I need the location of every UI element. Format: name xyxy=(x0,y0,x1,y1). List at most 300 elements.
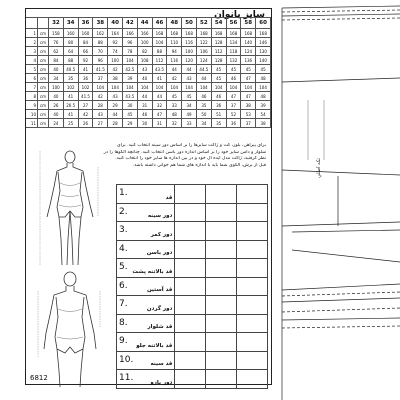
size-value-cell: 37 xyxy=(241,119,256,128)
pattern-number: 6812 xyxy=(30,374,48,382)
measurement-label-cell xyxy=(117,314,175,333)
unit-cell: cm xyxy=(38,110,49,119)
size-table-row xyxy=(26,65,271,74)
size-value-cell: 44 xyxy=(167,65,182,74)
size-value-cell: 45 xyxy=(226,65,241,74)
row-number: 8 xyxy=(26,92,38,101)
measurement-entry-cell[interactable] xyxy=(237,333,268,352)
size-value-cell: 26.5 xyxy=(63,101,78,110)
size-value-cell: 162 xyxy=(93,29,108,38)
size-value-cell: 31 xyxy=(137,101,152,110)
size-header-cell: 58 xyxy=(241,18,256,29)
measurement-label-cell xyxy=(117,203,175,222)
measurement-entry-cell[interactable] xyxy=(237,203,268,222)
measurement-entry-cell[interactable] xyxy=(237,277,268,296)
size-value-cell: 116 xyxy=(167,56,182,65)
size-value-cell: 24 xyxy=(49,119,64,128)
measurement-entry-cell[interactable] xyxy=(175,370,206,389)
header-blank-cell xyxy=(26,18,38,29)
instruction-line: برای پیراهن، بلوز، کت و ژاکت سایزها را بر اساس دور سینه انتخاب کنید. برای xyxy=(116,143,266,148)
size-value-cell: 35 xyxy=(211,119,226,128)
size-value-cell: 70 xyxy=(93,47,108,56)
size-value-cell: 46 xyxy=(211,92,226,101)
measurement-entry-cell[interactable] xyxy=(237,351,268,370)
size-value-cell: 36 xyxy=(211,101,226,110)
size-value-cell: 34 xyxy=(196,119,211,128)
size-value-cell: 116 xyxy=(182,38,197,47)
size-value-cell: 49 xyxy=(182,110,197,119)
size-value-cell: 168 xyxy=(256,29,271,38)
measurement-label-cell xyxy=(117,185,175,204)
size-table-row xyxy=(26,83,271,92)
size-value-cell: 120 xyxy=(182,56,197,65)
size-value-cell: 92 xyxy=(78,56,93,65)
measurement-entry-cell[interactable] xyxy=(206,277,237,296)
size-value-cell: 104 xyxy=(122,56,137,65)
size-value-cell: 37 xyxy=(93,74,108,83)
measurement-entry-cell[interactable] xyxy=(175,277,206,296)
measurement-label-cell xyxy=(117,240,175,259)
size-value-cell: 47 xyxy=(241,74,256,83)
measurement-number: 8. xyxy=(119,317,128,328)
size-value-cell: 38 xyxy=(256,119,271,128)
size-value-cell: 42 xyxy=(108,65,123,74)
row-number: 3 xyxy=(26,47,38,56)
size-value-cell: 102 xyxy=(63,83,78,92)
size-value-cell: 168 xyxy=(182,29,197,38)
size-value-cell: 43 xyxy=(137,65,152,74)
size-value-cell: 104 xyxy=(182,83,197,92)
measurement-row xyxy=(117,370,268,389)
size-value-cell: 41.5 xyxy=(93,65,108,74)
size-header-cell: 52 xyxy=(196,18,211,29)
unit-cell: cm xyxy=(38,101,49,110)
size-value-cell: 104 xyxy=(152,83,167,92)
measurement-label: دور باسن xyxy=(146,250,173,256)
size-value-cell: 84 xyxy=(78,38,93,47)
size-value-cell: 45 xyxy=(122,110,137,119)
size-value-cell: 104 xyxy=(256,83,271,92)
size-value-cell: 112 xyxy=(152,56,167,65)
size-value-cell: 104 xyxy=(93,83,108,92)
size-value-cell: 104 xyxy=(137,83,152,92)
measurement-entry-cell[interactable] xyxy=(206,296,237,315)
size-value-cell: 46 xyxy=(196,92,211,101)
measurement-number: 7. xyxy=(119,299,128,309)
measurement-number: 1. xyxy=(119,188,128,198)
unit-cell: cm xyxy=(38,65,49,74)
measurement-entry-cell[interactable] xyxy=(175,351,206,370)
size-header-cell: 44 xyxy=(137,18,152,29)
size-value-cell: 44 xyxy=(196,74,211,83)
size-table-header-row xyxy=(26,18,271,29)
size-value-cell: 158 xyxy=(49,29,64,38)
measurement-entry-cell[interactable] xyxy=(237,296,268,315)
measurement-row xyxy=(117,222,268,241)
size-value-cell: 40.5 xyxy=(63,65,78,74)
measurement-number: 5. xyxy=(119,262,128,272)
size-value-cell: 41 xyxy=(152,74,167,83)
size-value-cell: 100 xyxy=(49,83,64,92)
size-value-cell: 160 xyxy=(63,29,78,38)
size-value-cell: 41.5 xyxy=(78,92,93,101)
size-value-cell: 44.5 xyxy=(196,65,211,74)
size-value-cell: 66 xyxy=(78,47,93,56)
size-value-cell: 110 xyxy=(167,38,182,47)
size-value-cell: 100 xyxy=(182,47,197,56)
measurement-number: 3. xyxy=(119,225,128,235)
measurement-row xyxy=(117,277,268,296)
measurement-label-cell xyxy=(117,259,175,278)
instruction-line: شلوار و دامن سایز خود را بر اساس اندازه دور باسن انتخاب کنید. چنانچه الگوها را در xyxy=(103,149,266,155)
size-value-cell: 134 xyxy=(226,38,241,47)
measurement-entry-cell[interactable] xyxy=(175,222,206,241)
size-value-cell: 31 xyxy=(152,119,167,128)
size-value-cell: 52 xyxy=(226,110,241,119)
size-header-cell: 56 xyxy=(226,18,241,29)
size-value-cell: 124 xyxy=(241,47,256,56)
size-value-cell: 168 xyxy=(152,29,167,38)
size-value-cell: 45 xyxy=(167,92,182,101)
size-header-cell: 38 xyxy=(93,18,108,29)
size-value-cell: 78 xyxy=(122,47,137,56)
measurement-label: دور سینه xyxy=(147,213,173,219)
size-value-cell: 88 xyxy=(63,56,78,65)
measurement-number: 2. xyxy=(119,206,128,217)
measurement-entry-cell[interactable] xyxy=(206,351,237,370)
unit-cell: cm xyxy=(38,83,49,92)
unit-cell: cm xyxy=(38,56,49,65)
size-value-cell: 37 xyxy=(226,101,241,110)
size-value-cell: 128 xyxy=(211,38,226,47)
size-value-cell: 32 xyxy=(167,119,182,128)
size-header-cell: 60 xyxy=(256,18,271,29)
size-value-cell: 160 xyxy=(78,29,93,38)
size-value-cell: 45 xyxy=(182,92,197,101)
size-value-cell: 40 xyxy=(49,65,64,74)
measurement-entry-cell[interactable] xyxy=(206,314,237,333)
size-value-cell: 54 xyxy=(256,110,271,119)
size-table-row xyxy=(26,29,271,38)
size-value-cell: 76 xyxy=(49,38,64,47)
size-value-cell: 100 xyxy=(137,38,152,47)
size-value-cell: 122 xyxy=(196,38,211,47)
row-number: 10 xyxy=(26,110,38,119)
size-value-cell: 39 xyxy=(256,101,271,110)
size-value-cell: 42 xyxy=(167,74,182,83)
size-table-row xyxy=(26,47,271,56)
size-value-cell: 88 xyxy=(93,38,108,47)
size-value-cell: 47 xyxy=(152,110,167,119)
size-value-cell: 128 xyxy=(211,56,226,65)
size-header-cell: 42 xyxy=(122,18,137,29)
size-value-cell: 104 xyxy=(108,83,123,92)
measurement-label-cell xyxy=(117,277,175,296)
size-value-cell: 28 xyxy=(108,119,123,128)
measurement-label: قد شلوار xyxy=(147,324,173,330)
size-value-cell: 146 xyxy=(256,38,271,47)
row-number: 7 xyxy=(26,83,38,92)
size-value-cell: 104 xyxy=(226,83,241,92)
measurement-label-cell xyxy=(117,351,175,370)
size-value-cell: 62 xyxy=(49,47,64,56)
size-header-cell: 54 xyxy=(211,18,226,29)
row-number: 5 xyxy=(26,65,38,74)
row-number: 9 xyxy=(26,101,38,110)
measurement-label: قد سینه xyxy=(150,361,173,367)
size-value-cell: 88 xyxy=(152,47,167,56)
size-header-cell: 48 xyxy=(167,18,182,29)
measurement-entry-cell[interactable] xyxy=(206,240,237,259)
size-value-cell: 39 xyxy=(122,74,137,83)
size-value-cell: 30 xyxy=(122,101,137,110)
measurement-entry-cell[interactable] xyxy=(175,314,206,333)
measurement-entry-cell[interactable] xyxy=(206,203,237,222)
size-value-cell: 132 xyxy=(226,56,241,65)
size-value-cell: 92 xyxy=(108,38,123,47)
size-value-cell: 41 xyxy=(63,92,78,101)
measurement-entry-cell[interactable] xyxy=(206,259,237,278)
size-value-cell: 53 xyxy=(241,110,256,119)
size-value-cell: 38 xyxy=(241,101,256,110)
size-header-cell: 46 xyxy=(152,18,167,29)
size-value-cell: 84 xyxy=(49,56,64,65)
row-number: 11 xyxy=(26,119,38,128)
unit-cell: cm xyxy=(38,92,49,101)
measurement-entry-cell[interactable] xyxy=(206,185,237,204)
size-value-cell: 96 xyxy=(93,56,108,65)
size-header-cell: 36 xyxy=(78,18,93,29)
size-value-cell: 140 xyxy=(241,38,256,47)
size-value-cell: 26 xyxy=(49,101,64,110)
size-value-cell: 47 xyxy=(241,92,256,101)
measurement-entry-cell[interactable] xyxy=(206,222,237,241)
size-sheet xyxy=(25,8,272,385)
measurement-entry-cell[interactable] xyxy=(237,240,268,259)
size-table-row xyxy=(26,101,271,110)
size-header-cell: 32 xyxy=(49,18,64,29)
size-value-cell: 168 xyxy=(196,29,211,38)
size-value-cell: 136 xyxy=(241,56,256,65)
size-value-cell: 166 xyxy=(122,29,137,38)
unit-cell: cm xyxy=(38,74,49,83)
instruction-line: قبل از برش، الگوی شما باید با اندازه های شما هم خوانی داشته باشد. xyxy=(132,162,266,168)
size-value-cell: 48 xyxy=(256,74,271,83)
measurement-number: 6. xyxy=(119,280,128,291)
size-value-cell: 34 xyxy=(182,101,197,110)
measurement-label: دور کمر xyxy=(150,231,173,238)
size-value-cell: 25 xyxy=(63,119,78,128)
pattern-piece xyxy=(278,0,400,400)
size-value-cell: 41 xyxy=(63,110,78,119)
size-value-cell: 45 xyxy=(211,65,226,74)
size-value-cell: 40 xyxy=(137,74,152,83)
size-value-cell: 46 xyxy=(137,110,152,119)
size-value-cell: 43 xyxy=(182,74,197,83)
measurement-entry-cell[interactable] xyxy=(237,259,268,278)
size-value-cell: 47 xyxy=(226,92,241,101)
unit-cell: cm xyxy=(38,47,49,56)
instruction-line: نظر گرفتید، ژاکت مدل ایده آل خود و در بین اندازه ها سایز خود را انتخاب کنید. xyxy=(115,156,266,162)
size-value-cell: 100 xyxy=(108,56,123,65)
size-value-cell: 96 xyxy=(122,38,137,47)
size-value-cell: 40 xyxy=(49,110,64,119)
size-value-cell: 168 xyxy=(226,29,241,38)
size-value-cell: 36 xyxy=(78,74,93,83)
size-table-row xyxy=(26,38,271,47)
size-value-cell: 27 xyxy=(93,119,108,128)
size-value-cell: 44 xyxy=(137,92,152,101)
measurement-label: قد xyxy=(165,194,173,201)
size-value-cell: 104 xyxy=(152,38,167,47)
measurement-entry-cell[interactable] xyxy=(175,333,206,352)
pattern-piece-label: تكه اصلي xyxy=(316,158,322,178)
size-value-cell: 168 xyxy=(167,29,182,38)
measurement-entry-cell[interactable] xyxy=(175,296,206,315)
measurement-label: قد آستین xyxy=(146,287,173,293)
size-value-cell: 45 xyxy=(256,65,271,74)
header-blank-cell xyxy=(38,18,49,29)
measurement-label: دور بازو xyxy=(150,379,173,386)
measurement-entry-cell[interactable] xyxy=(237,314,268,333)
measurement-entry-cell[interactable] xyxy=(175,185,206,204)
size-value-cell: 50 xyxy=(196,110,211,119)
size-value-cell: 168 xyxy=(241,29,256,38)
measurement-row xyxy=(117,314,268,333)
size-value-cell: 164 xyxy=(108,29,123,38)
size-value-cell: 32 xyxy=(152,101,167,110)
measurement-label: دور گردن xyxy=(146,305,173,312)
size-value-cell: 104 xyxy=(211,83,226,92)
measurement-label: قد بالاتنه پشت xyxy=(132,268,173,275)
size-value-cell: 82 xyxy=(137,47,152,56)
body-figure-torso xyxy=(30,267,112,387)
size-header-cell: 34 xyxy=(63,18,78,29)
size-value-cell: 42.5 xyxy=(122,65,137,74)
measurement-entry-cell[interactable] xyxy=(237,222,268,241)
unit-cell: cm xyxy=(38,119,49,128)
size-value-cell: 80 xyxy=(63,38,78,47)
size-value-cell: 46 xyxy=(226,74,241,83)
unit-cell: cm xyxy=(38,38,49,47)
size-value-cell: 112 xyxy=(211,47,226,56)
measurement-label-cell xyxy=(117,333,175,352)
size-table-row xyxy=(26,74,271,83)
measurement-label-cell xyxy=(117,370,175,389)
measurement-row xyxy=(117,185,268,204)
size-value-cell: 35 xyxy=(63,74,78,83)
size-value-cell: 74 xyxy=(108,47,123,56)
size-value-cell: 29 xyxy=(122,119,137,128)
size-value-cell: 106 xyxy=(196,47,211,56)
measurement-label-cell xyxy=(117,222,175,241)
size-value-cell: 64 xyxy=(63,47,78,56)
row-number: 6 xyxy=(26,74,38,83)
size-value-cell: 44 xyxy=(108,110,123,119)
size-value-cell: 166 xyxy=(137,29,152,38)
measurement-row xyxy=(117,203,268,222)
size-value-cell: 35 xyxy=(196,101,211,110)
size-value-cell: 140 xyxy=(256,56,271,65)
size-value-cell: 42 xyxy=(78,110,93,119)
size-header-cell: 50 xyxy=(182,18,197,29)
size-chart-title: سایز بانوان xyxy=(214,10,265,20)
size-value-cell: 108 xyxy=(137,56,152,65)
size-table-row xyxy=(26,119,271,128)
size-value-cell: 36 xyxy=(226,119,241,128)
size-value-cell: 28 xyxy=(93,101,108,110)
measurement-row xyxy=(117,259,268,278)
size-value-cell: 41 xyxy=(78,65,93,74)
size-value-cell: 30 xyxy=(137,119,152,128)
measurement-row xyxy=(117,351,268,370)
measurement-entry-cell[interactable] xyxy=(237,370,268,389)
measurement-row xyxy=(117,240,268,259)
size-value-cell: 29 xyxy=(108,101,123,110)
size-value-cell: 43.5 xyxy=(152,65,167,74)
measurement-entry-cell[interactable] xyxy=(206,370,237,389)
size-value-cell: 48 xyxy=(256,92,271,101)
measurement-label: قد بالاتنه جلو xyxy=(136,342,173,349)
size-value-cell: 51 xyxy=(211,110,226,119)
row-number: 2 xyxy=(26,38,38,47)
measurement-number: 4. xyxy=(119,243,128,254)
size-value-cell: 44 xyxy=(182,65,197,74)
body-figure-front xyxy=(30,147,112,269)
size-value-cell: 94 xyxy=(167,47,182,56)
size-value-cell: 43 xyxy=(108,92,123,101)
measurement-entry-cell[interactable] xyxy=(175,240,206,259)
measurement-entry-cell[interactable] xyxy=(175,203,206,222)
measurement-row xyxy=(117,333,268,352)
size-value-cell: 33 xyxy=(182,119,197,128)
size-value-cell: 34 xyxy=(49,74,64,83)
size-value-cell: 40 xyxy=(49,92,64,101)
measurement-number: 11. xyxy=(119,373,134,383)
size-table xyxy=(26,17,271,128)
size-table-row xyxy=(26,56,271,65)
size-value-cell: 43.5 xyxy=(122,92,137,101)
size-value-cell: 45 xyxy=(211,74,226,83)
size-value-cell: 38 xyxy=(108,74,123,83)
size-value-cell: 104 xyxy=(167,83,182,92)
size-value-cell: 48 xyxy=(167,110,182,119)
size-value-cell: 27 xyxy=(78,101,93,110)
measurement-entry-cell[interactable] xyxy=(237,185,268,204)
size-value-cell: 104 xyxy=(196,83,211,92)
size-value-cell: 102 xyxy=(78,83,93,92)
unit-cell: cm xyxy=(38,29,49,38)
size-value-cell: 124 xyxy=(196,56,211,65)
measurement-entry-cell[interactable] xyxy=(175,259,206,278)
size-value-cell: 43 xyxy=(93,110,108,119)
size-table-row xyxy=(26,110,271,119)
size-value-cell: 42 xyxy=(93,92,108,101)
size-value-cell: 44 xyxy=(152,92,167,101)
measurement-number: 10. xyxy=(119,354,134,365)
row-number: 1 xyxy=(26,29,38,38)
size-value-cell: 33 xyxy=(167,101,182,110)
size-header-cell: 40 xyxy=(108,18,123,29)
size-value-cell: 104 xyxy=(122,83,137,92)
size-value-cell: 104 xyxy=(241,83,256,92)
size-value-cell: 118 xyxy=(226,47,241,56)
measurement-entry-cell[interactable] xyxy=(206,333,237,352)
row-number: 4 xyxy=(26,56,38,65)
size-value-cell: 168 xyxy=(211,29,226,38)
size-value-cell: 26 xyxy=(78,119,93,128)
measurement-row xyxy=(117,296,268,315)
